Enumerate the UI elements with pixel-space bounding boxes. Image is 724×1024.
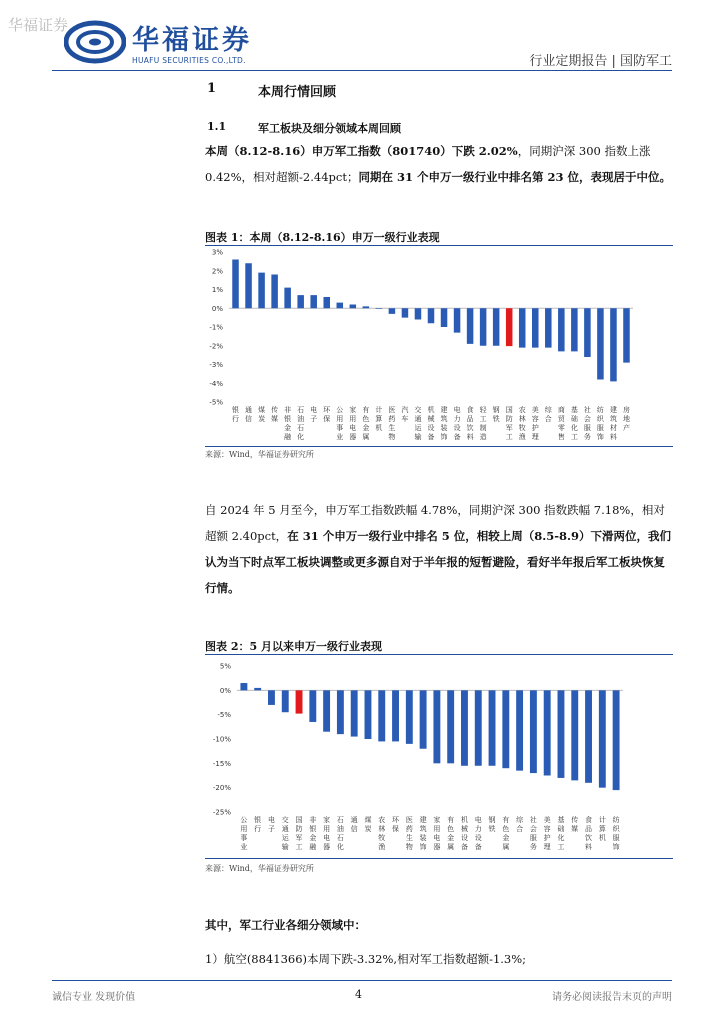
bar-19 xyxy=(467,308,474,344)
bar-14 xyxy=(402,308,409,317)
para2-text-1: 自 2024 年 5 月至今，申万军工指数跌幅 4.78%，同期沪深 300 指数跌幅 7.18%，相对超额 2.40pct， xyxy=(205,503,665,543)
y-tick-label: 3% xyxy=(211,248,223,257)
x-category-label: 医药生物 xyxy=(405,816,413,851)
x-category-label: 建筑装饰 xyxy=(419,816,427,851)
x-category-label: 食品饮料 xyxy=(466,406,474,441)
y-tick-label: -1% xyxy=(209,323,223,332)
bar-26 xyxy=(585,690,592,782)
bar-13 xyxy=(406,690,413,744)
x-category-label: 传媒 xyxy=(271,406,279,423)
x-category-label: 纺织服饰 xyxy=(612,816,620,851)
watermark: 华福证券 xyxy=(8,16,69,34)
x-category-label: 机械设备 xyxy=(460,816,468,851)
x-category-label: 交通运输 xyxy=(281,816,289,851)
page-number: 4 xyxy=(355,988,362,1001)
y-tick-label: 2% xyxy=(211,267,223,276)
x-category-label: 钢铁 xyxy=(492,406,500,423)
bar-31 xyxy=(623,308,630,362)
bar-20 xyxy=(480,308,487,346)
bar-6 xyxy=(309,690,316,722)
x-category-label: 社会服务 xyxy=(583,406,591,441)
bar-4 xyxy=(271,275,278,309)
x-category-label: 家用电器 xyxy=(349,406,357,441)
bar-5 xyxy=(296,690,303,713)
figure2-top-rule xyxy=(205,654,673,655)
y-tick-label: -5% xyxy=(217,711,231,720)
x-category-label: 有色金属 xyxy=(362,406,370,441)
y-tick-label: -25% xyxy=(212,808,231,817)
y-tick-label: 5% xyxy=(219,662,231,671)
bar-21 xyxy=(493,308,500,346)
x-category-label: 国防军工 xyxy=(295,816,303,851)
bar-6 xyxy=(297,295,304,308)
bar-25 xyxy=(545,308,552,347)
x-category-label: 银行 xyxy=(254,816,262,833)
bar-12 xyxy=(376,308,383,309)
y-tick-label: -20% xyxy=(212,784,231,793)
x-category-label: 银行 xyxy=(232,406,240,423)
bar-9 xyxy=(351,690,358,736)
x-category-label: 环保 xyxy=(392,816,400,833)
bar-1 xyxy=(240,683,247,690)
bar-11 xyxy=(378,690,385,741)
x-category-label: 通信 xyxy=(350,816,358,833)
bar-14 xyxy=(420,690,427,748)
x-category-label: 建筑材料 xyxy=(609,406,617,441)
x-category-label: 家用电器 xyxy=(323,816,331,851)
bar-2 xyxy=(245,263,252,308)
bar-27 xyxy=(571,308,578,351)
bar-25 xyxy=(571,690,578,780)
bar-15 xyxy=(415,308,422,319)
bar-16 xyxy=(447,690,454,763)
x-category-label: 美容护理 xyxy=(543,816,551,851)
bar-27 xyxy=(599,690,606,787)
x-category-label: 汽车 xyxy=(401,406,409,423)
figure1-bottom-rule xyxy=(205,446,673,447)
x-category-label: 电力设备 xyxy=(474,816,482,851)
x-category-label: 计算机 xyxy=(598,816,606,842)
bar-7 xyxy=(323,690,330,731)
x-category-label: 建筑装饰 xyxy=(440,406,448,441)
bar-19 xyxy=(489,690,496,765)
bar-18 xyxy=(454,308,461,332)
figure1-title: 图表 1：本周（8.12-8.16）申万一级行业表现 xyxy=(205,231,440,244)
bar-28 xyxy=(613,690,620,790)
report-type: 行业定期报告 | 国防军工 xyxy=(529,54,672,69)
bar-18 xyxy=(475,690,482,765)
bar-26 xyxy=(558,308,565,351)
bar-10 xyxy=(350,305,357,309)
bar-24 xyxy=(532,308,539,347)
bar-5 xyxy=(284,288,291,309)
x-category-label: 传媒 xyxy=(571,816,579,833)
bar-11 xyxy=(363,306,370,308)
x-category-label: 纺织服饰 xyxy=(596,406,604,441)
figure2-source: 来源：Wind，华福证券研究所 xyxy=(205,864,314,873)
x-category-label: 煤炭 xyxy=(258,406,266,423)
bar-10 xyxy=(365,690,372,739)
bar-8 xyxy=(337,690,344,734)
y-tick-label: 0% xyxy=(219,686,231,695)
x-category-label: 公用事业 xyxy=(240,816,248,851)
brand-name-en: HUAFU SECURITIES CO.,LTD. xyxy=(132,56,246,65)
bar-8 xyxy=(323,297,330,308)
y-tick-label: -3% xyxy=(209,361,223,369)
paragraph-may-summary xyxy=(205,497,673,601)
x-category-label: 机械设备 xyxy=(427,406,435,441)
y-tick-label: -2% xyxy=(209,342,223,351)
para1-bold-2: 同期在 31 个申万一级行业中排名第 23 位，表现居于中位。 xyxy=(358,170,671,184)
x-category-label: 交通运输 xyxy=(414,406,422,441)
x-category-label: 社会服务 xyxy=(529,816,537,851)
x-category-label: 轻工制造 xyxy=(479,406,487,441)
figure1-source: 来源：Wind，华福证券研究所 xyxy=(205,450,314,459)
x-category-label: 非银金融 xyxy=(309,816,317,851)
bar-12 xyxy=(392,690,399,741)
x-category-label: 有色金属 xyxy=(447,816,455,851)
x-category-label: 基础化工 xyxy=(570,406,578,441)
x-category-label: 钢铁 xyxy=(488,816,496,833)
x-category-label: 房地产 xyxy=(622,406,630,432)
bar-28 xyxy=(584,308,591,357)
footer-disclaimer: 请务必阅读报告末页的声明 xyxy=(552,992,672,1003)
bar-21 xyxy=(516,690,523,770)
x-category-label: 商贸零售 xyxy=(557,406,565,441)
x-category-label: 石油石化 xyxy=(297,406,305,441)
x-category-label: 食品饮料 xyxy=(585,816,593,851)
figure2-chart xyxy=(205,656,673,856)
x-category-label: 公用事业 xyxy=(336,406,344,441)
x-category-label: 有色金属 xyxy=(502,816,510,851)
company-logo-icon xyxy=(64,20,126,64)
y-tick-label: -5% xyxy=(209,398,223,407)
x-category-label: 计算机 xyxy=(375,406,383,432)
brand-name: 华福证券 xyxy=(132,25,252,56)
bar-7 xyxy=(310,295,317,308)
header-divider xyxy=(52,70,672,71)
bar-17 xyxy=(461,690,468,765)
para1-bold-1: 本周（8.12-8.16）申万军工指数（801740）下跌 2.02% xyxy=(205,144,518,158)
bar-3 xyxy=(268,690,275,705)
section-number: 1 xyxy=(207,81,217,96)
y-tick-label: -15% xyxy=(212,759,231,768)
bar-29 xyxy=(597,308,604,379)
bar-22 xyxy=(506,308,513,346)
bar-23 xyxy=(519,308,526,347)
bar-20 xyxy=(502,690,509,768)
para1-text-1: ，同期沪深 300 指数上涨 0.42%，相对超额-2.44pct； xyxy=(205,144,651,184)
footer-slogan: 诚信专业 发现价值 xyxy=(52,992,136,1003)
paragraph-weekly-summary xyxy=(205,138,673,190)
x-category-label: 非银金融 xyxy=(284,406,292,441)
x-category-label: 电子 xyxy=(310,406,318,423)
bar-23 xyxy=(544,690,551,775)
bar-13 xyxy=(389,308,396,314)
x-category-label: 医药生物 xyxy=(388,406,396,441)
x-category-label: 综合 xyxy=(544,406,552,423)
bar-24 xyxy=(558,690,565,778)
bar-9 xyxy=(337,303,344,309)
subsection-number: 1.1 xyxy=(207,120,227,133)
y-tick-label: 0% xyxy=(211,304,223,313)
x-category-label: 美容护理 xyxy=(531,406,539,441)
figure2-bottom-rule xyxy=(205,858,673,859)
bar-16 xyxy=(428,308,435,323)
bar-2 xyxy=(254,688,261,690)
x-category-label: 通信 xyxy=(245,406,253,423)
bar-22 xyxy=(530,690,537,773)
bar-4 xyxy=(282,690,289,712)
y-tick-label: -4% xyxy=(209,379,223,388)
bar-1 xyxy=(232,260,239,309)
x-category-label: 电力设备 xyxy=(453,406,461,441)
y-tick-label: -10% xyxy=(212,735,231,744)
paragraph-subsector-intro: 其中，军工行业各细分领域中： xyxy=(205,918,366,932)
paragraph-aviation: 1）航空(8841366)本周下跌-3.32%,相对军工指数超额-1.3%; xyxy=(205,952,527,966)
x-category-label: 农林牧渔 xyxy=(518,406,526,441)
x-category-label: 环保 xyxy=(323,406,331,423)
x-category-label: 农林牧渔 xyxy=(378,816,386,851)
bar-30 xyxy=(610,308,617,381)
y-tick-label: 1% xyxy=(211,286,223,294)
x-category-label: 煤炭 xyxy=(364,816,372,833)
para2-bold-1: 在 31 个申万一级行业中排名 5 位，相较上周（8.5-8.9）下滑两位，我们认为当下时点军工板块调整或更多源自对于半年报的短暂避险，看好半年报后军工板块恢复行情。 xyxy=(205,529,671,595)
x-category-label: 国防军工 xyxy=(505,406,513,441)
bar-3 xyxy=(258,273,265,309)
figure2-title: 图表 2：5 月以来申万一级行业表现 xyxy=(205,640,382,653)
bar-15 xyxy=(433,690,440,763)
subsection-title: 军工板块及细分领域本周回顾 xyxy=(258,122,401,135)
figure1-chart xyxy=(205,246,673,444)
x-category-label: 电子 xyxy=(267,816,275,833)
bar-17 xyxy=(441,308,448,327)
x-category-label: 家用电器 xyxy=(433,816,441,851)
footer-divider xyxy=(52,980,672,981)
x-category-label: 石油石化 xyxy=(336,816,344,851)
x-category-label: 综合 xyxy=(516,816,524,833)
section-title: 本周行情回顾 xyxy=(258,85,337,100)
x-category-label: 基础化工 xyxy=(557,816,565,851)
